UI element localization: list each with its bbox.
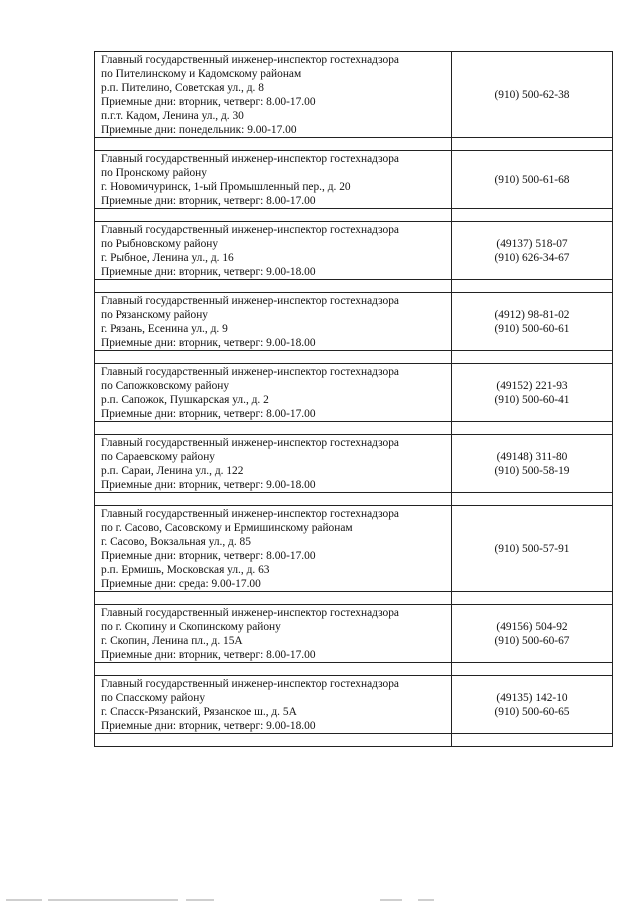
spacer-cell	[95, 422, 452, 435]
spacer-cell	[452, 280, 613, 293]
inspector-info-line: по Пителинскому и Кадомскому районам	[101, 68, 302, 80]
inspector-info-cell	[95, 293, 452, 351]
inspector-row	[95, 151, 613, 209]
inspector-info-line: по Сапожковскому району	[101, 380, 230, 392]
phone-number: (49156) 504-92	[496, 621, 568, 633]
spacer-cell	[95, 280, 452, 293]
inspector-info-line: Главный государственный инженер-инспектор гостехнадзора	[101, 224, 399, 236]
inspector-info-line: г. Спасск-Рязанский, Рязанское ш., д. 5А	[101, 706, 297, 718]
inspector-info-line: Главный государственный инженер-инспектор гостехнадзора	[101, 295, 399, 307]
spacer-row	[95, 493, 613, 506]
phone-cell	[452, 364, 613, 422]
scan-artifact-footer	[0, 896, 640, 905]
inspector-info-line: Главный государственный инженер-инспектор гостехнадзора	[101, 607, 399, 619]
inspector-info-line: Главный государственный инженер-инспектор гостехнадзора	[101, 437, 399, 449]
inspector-info-line: р.п. Пителино, Советская ул., д. 8	[101, 82, 264, 94]
phone-cell	[452, 506, 613, 592]
inspector-info-line: Приемные дни: вторник, четверг: 8.00-17.00	[101, 96, 316, 108]
inspector-row	[95, 676, 613, 734]
phone-number: (49137) 518-07	[496, 238, 568, 250]
inspector-info-line: Главный государственный инженер-инспектор гостехнадзора	[101, 54, 399, 66]
inspector-info-cell	[95, 506, 452, 592]
spacer-cell	[452, 734, 613, 747]
inspector-row	[95, 435, 613, 493]
spacer-cell	[95, 351, 452, 364]
spacer-cell	[95, 493, 452, 506]
inspector-info-line: г. Новомичуринск, 1-ый Промышленный пер., д. 20	[101, 181, 351, 193]
scan-artifact-mark	[48, 899, 178, 901]
inspector-info-line: Приемные дни: вторник, четверг: 8.00-17.00	[101, 195, 316, 207]
inspectors-table	[94, 51, 613, 747]
inspector-info-line: по г. Скопину и Скопинскому району	[101, 621, 281, 633]
phone-number: (910) 626-34-67	[494, 252, 570, 264]
spacer-row	[95, 351, 613, 364]
spacer-cell	[452, 209, 613, 222]
inspector-row	[95, 52, 613, 138]
inspector-info-line: Приемные дни: понедельник: 9.00-17.00	[101, 124, 297, 136]
inspector-info-line: г. Рыбное, Ленина ул., д. 16	[101, 252, 234, 264]
spacer-cell	[452, 138, 613, 151]
inspector-info-line: Приемные дни: вторник, четверг: 9.00-18.00	[101, 479, 316, 491]
phone-number: (910) 500-61-68	[494, 174, 570, 186]
inspector-info-line: г. Рязань, Есенина ул., д. 9	[101, 323, 228, 335]
inspector-info-line: Приемные дни: вторник, четверг: 9.00-18.00	[101, 266, 316, 278]
phone-cell	[452, 151, 613, 209]
spacer-row	[95, 280, 613, 293]
inspector-row	[95, 364, 613, 422]
spacer-row	[95, 138, 613, 151]
phone-number: (910) 500-62-38	[494, 89, 570, 101]
inspector-row	[95, 605, 613, 663]
inspector-info-line: по Спасскому району	[101, 692, 206, 704]
inspector-info-line: Главный государственный инженер-инспектор гостехнадзора	[101, 153, 399, 165]
inspector-info-cell	[95, 364, 452, 422]
inspector-info-line: по Сараевскому району	[101, 451, 215, 463]
phone-number: (910) 500-60-41	[494, 394, 570, 406]
scan-artifact-mark	[186, 899, 214, 901]
phone-number: (910) 500-60-67	[494, 635, 570, 647]
spacer-row	[95, 734, 613, 747]
phone-cell	[452, 52, 613, 138]
phone-number: (910) 500-57-91	[494, 543, 570, 555]
spacer-cell	[95, 734, 452, 747]
phone-number: (910) 500-60-61	[494, 323, 570, 335]
phone-number: (49148) 311-80	[496, 451, 568, 463]
phone-number: (49152) 221-93	[496, 380, 568, 392]
phone-number: (4912) 98-81-02	[494, 309, 570, 321]
inspector-info-line: Приемные дни: вторник, четверг: 9.00-18.00	[101, 720, 316, 732]
spacer-cell	[452, 663, 613, 676]
inspector-info-cell	[95, 222, 452, 280]
spacer-cell	[452, 592, 613, 605]
inspector-info-line: по Пронскому району	[101, 167, 207, 179]
spacer-cell	[452, 493, 613, 506]
spacer-cell	[95, 663, 452, 676]
scan-artifact-mark	[418, 899, 434, 901]
inspector-info-cell	[95, 605, 452, 663]
phone-number: (910) 500-58-19	[494, 465, 570, 477]
spacer-row	[95, 592, 613, 605]
phone-number: (49135) 142-10	[496, 692, 568, 704]
inspector-info-line: р.п. Сараи, Ленина ул., д. 122	[101, 465, 244, 477]
spacer-cell	[95, 592, 452, 605]
inspector-info-line: Приемные дни: вторник, четверг: 8.00-17.00	[101, 649, 316, 661]
spacer-cell	[452, 422, 613, 435]
inspector-info-line: г. Скопин, Ленина пл., д. 15А	[101, 635, 243, 647]
inspectors-table-body	[95, 52, 613, 747]
phone-cell	[452, 605, 613, 663]
phone-cell	[452, 676, 613, 734]
scan-artifact-mark	[380, 899, 402, 901]
inspector-info-line: Приемные дни: вторник, четверг: 8.00-17.00	[101, 408, 316, 420]
inspector-info-line: по г. Сасово, Сасовскому и Ермишинскому районам	[101, 522, 353, 534]
inspector-info-line: Приемные дни: вторник, четверг: 9.00-18.00	[101, 337, 316, 349]
inspector-info-line: Главный государственный инженер-инспектор гостехнадзора	[101, 508, 399, 520]
spacer-cell	[95, 209, 452, 222]
spacer-cell	[95, 138, 452, 151]
inspector-info-line: Приемные дни: среда: 9.00-17.00	[101, 578, 261, 590]
phone-number: (910) 500-60-65	[494, 706, 570, 718]
inspector-info-cell	[95, 52, 452, 138]
phone-cell	[452, 293, 613, 351]
inspector-row	[95, 222, 613, 280]
inspector-info-line: по Рыбновскому району	[101, 238, 219, 250]
inspector-info-cell	[95, 151, 452, 209]
inspector-info-line: г. Сасово, Вокзальная ул., д. 85	[101, 536, 251, 548]
spacer-row	[95, 209, 613, 222]
inspector-info-line: р.п. Ермишь, Московская ул., д. 63	[101, 564, 270, 576]
inspector-info-line: р.п. Сапожок, Пушкарская ул., д. 2	[101, 394, 269, 406]
scan-artifact-mark	[6, 899, 42, 901]
inspector-info-cell	[95, 676, 452, 734]
spacer-row	[95, 663, 613, 676]
inspector-row	[95, 293, 613, 351]
spacer-cell	[452, 351, 613, 364]
inspector-info-cell	[95, 435, 452, 493]
inspector-info-line: Приемные дни: вторник, четверг: 8.00-17.00	[101, 550, 316, 562]
spacer-row	[95, 422, 613, 435]
inspector-row	[95, 506, 613, 592]
inspector-info-line: Главный государственный инженер-инспектор гостехнадзора	[101, 678, 399, 690]
phone-cell	[452, 435, 613, 493]
inspector-info-line: Главный государственный инженер-инспектор гостехнадзора	[101, 366, 399, 378]
inspector-info-line: п.г.т. Кадом, Ленина ул., д. 30	[101, 110, 244, 122]
inspector-info-line: по Рязанскому району	[101, 309, 209, 321]
phone-cell	[452, 222, 613, 280]
